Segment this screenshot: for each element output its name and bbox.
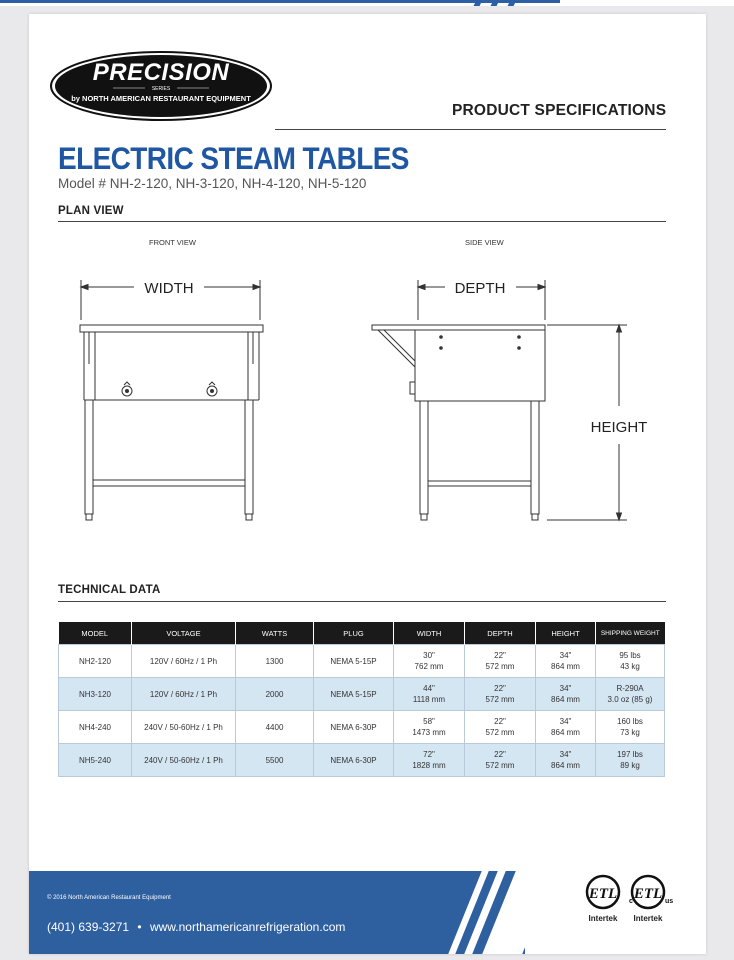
side-view-drawing xyxy=(372,280,627,520)
cell-height: 34" 864 mm xyxy=(536,711,596,744)
c-etl-mark-text: ETL xyxy=(633,886,663,902)
phone-number[interactable]: (401) 639-3271 xyxy=(47,920,130,934)
col-header-width: WIDTH xyxy=(394,622,465,645)
cell-width: 44" 1118 mm xyxy=(394,678,465,711)
height-dimension-label: HEIGHT xyxy=(590,419,648,436)
top-banner xyxy=(0,0,734,6)
product-title: ELECTRIC STEAM TABLES xyxy=(58,141,409,176)
table-row xyxy=(59,711,665,744)
cell-plug: NEMA 6-30P xyxy=(314,711,394,744)
cell-width: 72" 1828 mm xyxy=(394,744,465,777)
table-row xyxy=(59,744,665,777)
intertek-label: Intertek xyxy=(588,914,618,923)
logo-series: SERIES xyxy=(151,86,171,92)
width-dimension-label: WIDTH xyxy=(144,280,194,297)
col-header-shipping-weight: SHIPPING WEIGHT xyxy=(596,622,665,645)
etl-mark-text: ETL xyxy=(588,886,618,902)
website-link[interactable]: www.northamericanrefrigeration.com xyxy=(149,920,346,934)
cell-model: NH4-240 xyxy=(59,711,132,744)
cell-plug: NEMA 6-30P xyxy=(314,744,394,777)
c-etl-us-icon xyxy=(626,872,676,912)
contact-line xyxy=(47,920,345,934)
cell-height: 34" 864 mm xyxy=(536,645,596,678)
spec-sheet xyxy=(29,14,706,954)
steam-table-drawing xyxy=(29,14,706,574)
table-header-row xyxy=(59,622,665,645)
etl-listed-icon xyxy=(581,872,625,912)
footer-band xyxy=(29,871,525,954)
technical-data-table xyxy=(58,622,665,777)
col-header-plug: PLUG xyxy=(314,622,394,645)
front-view-drawing xyxy=(80,280,263,520)
cell-watts: 4400 xyxy=(236,711,314,744)
col-header-watts: WATTS xyxy=(236,622,314,645)
cell-width: 58" 1473 mm xyxy=(394,711,465,744)
cell-model: NH5-240 xyxy=(59,744,132,777)
cell-watts: 1300 xyxy=(236,645,314,678)
cell-height: 34" 864 mm xyxy=(536,678,596,711)
cell-shipping-weight: 160 lbs 73 kg xyxy=(596,711,665,744)
table-row xyxy=(59,678,665,711)
table-row xyxy=(59,645,665,678)
cell-depth: 22" 572 mm xyxy=(465,711,536,744)
cell-model: NH2-120 xyxy=(59,645,132,678)
side-view-label: SIDE VIEW xyxy=(465,238,504,247)
front-view-label: FRONT VIEW xyxy=(149,238,196,247)
separator-dot: • xyxy=(137,920,142,934)
logo-title: PRECISION xyxy=(92,59,230,86)
etl-listed-mark xyxy=(581,872,625,923)
cell-shipping-weight: 197 lbs 89 kg xyxy=(596,744,665,777)
cell-shipping-weight: R-290A 3.0 oz (85 g) xyxy=(596,678,665,711)
cell-plug: NEMA 5-15P xyxy=(314,645,394,678)
cell-depth: 22" 572 mm xyxy=(465,678,536,711)
cell-voltage: 120V / 60Hz / 1 Ph xyxy=(132,678,236,711)
c-prefix: c xyxy=(629,898,633,905)
col-header-model: MODEL xyxy=(59,622,132,645)
cell-watts: 2000 xyxy=(236,678,314,711)
cell-shipping-weight: 95 lbs 43 kg xyxy=(596,645,665,678)
technical-data-divider xyxy=(58,601,666,602)
intertek-label: Intertek xyxy=(633,914,663,923)
cell-model: NH3-120 xyxy=(59,678,132,711)
col-header-depth: DEPTH xyxy=(465,622,536,645)
logo-subtitle: by NORTH AMERICAN RESTAURANT EQUIPMENT xyxy=(71,94,251,103)
cell-height: 34" 864 mm xyxy=(536,744,596,777)
copyright-text: © 2016 North American Restaurant Equipment xyxy=(47,895,171,901)
c-etl-us-mark xyxy=(626,872,674,923)
cell-voltage: 240V / 50-60Hz / 1 Ph xyxy=(132,744,236,777)
cell-voltage: 240V / 50-60Hz / 1 Ph xyxy=(132,711,236,744)
cell-depth: 22" 572 mm xyxy=(465,645,536,678)
doc-type-heading: PRODUCT SPECIFICATIONS xyxy=(452,102,667,119)
col-header-height: HEIGHT xyxy=(536,622,596,645)
cell-watts: 5500 xyxy=(236,744,314,777)
us-suffix: us xyxy=(665,898,674,905)
technical-data-heading: TECHNICAL DATA xyxy=(58,584,161,596)
cell-voltage: 120V / 60Hz / 1 Ph xyxy=(132,645,236,678)
model-numbers: Model # NH-2-120, NH-3-120, NH-4-120, NH-5-120 xyxy=(58,176,367,191)
cell-width: 30" 762 mm xyxy=(394,645,465,678)
cell-plug: NEMA 5-15P xyxy=(314,678,394,711)
plan-view-heading: PLAN VIEW xyxy=(58,205,124,217)
depth-dimension-label: DEPTH xyxy=(454,280,506,297)
col-header-voltage: VOLTAGE xyxy=(132,622,236,645)
cell-depth: 22" 572 mm xyxy=(465,744,536,777)
